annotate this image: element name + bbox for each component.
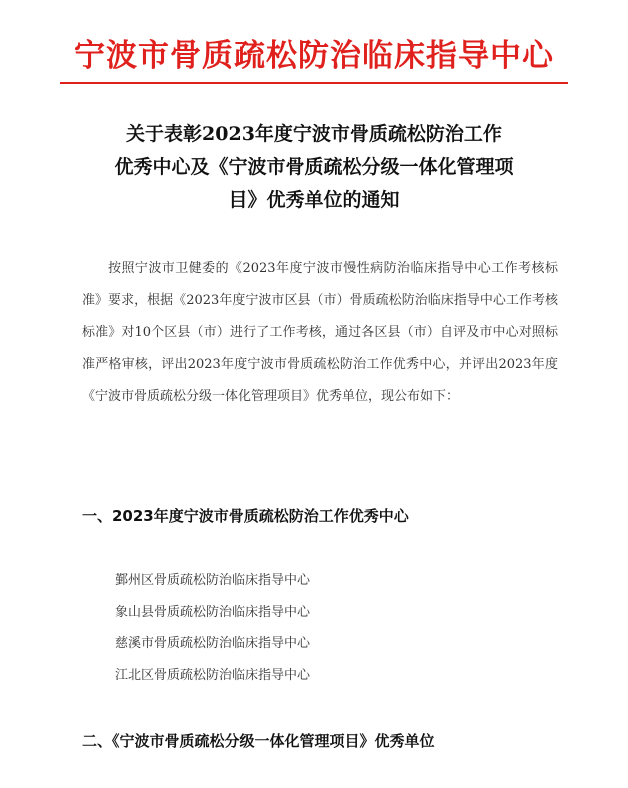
list-item: 鄞州区骨质疏松防治临床指导中心 <box>115 573 311 588</box>
title-line-3: 目》优秀单位的通知 <box>228 189 400 211</box>
section-heading-2: 二、《宁波市骨质疏松分级一体化管理项目》优秀单位 <box>82 732 435 750</box>
document-title <box>60 118 568 217</box>
list-item: 象山县骨质疏松防治临床指导中心 <box>115 604 311 620</box>
title-line-2: 优秀中心及《宁波市骨质疏松分级一体化管理项 <box>114 156 514 178</box>
organization-header: 宁波市骨质疏松防治临床指导中心 <box>74 38 554 74</box>
excellent-centers-list <box>115 565 310 691</box>
list-item: 江北区骨质疏松防治临床指导中心 <box>115 667 311 683</box>
body-paragraph: 按照宁波市卫健委的《2023年度宁波市慢性病防治临床指导中心工作考核标准》要求，根据《2023年度宁波市区县（市）骨质疏松防治临床指导中心工作考核标准》对10个区县（市）进行了工作考核，通过各区县（市）自评及市中心对照标准严格审核，评出2023年度宁波市骨质疏松防治工作优秀中心，并评出2023年度《宁波市骨质疏松分级一体化管理项目》优秀单位，现公布如下： <box>82 261 558 404</box>
title-line-1: 关于表彰2023年度宁波市骨质疏松防治工作 <box>126 123 502 145</box>
list-item: 慈溪市骨质疏松防治临床指导中心 <box>115 636 311 651</box>
section-heading-1: 一、2023年度宁波市骨质疏松防治工作优秀中心 <box>82 507 409 525</box>
header-divider <box>60 82 568 84</box>
